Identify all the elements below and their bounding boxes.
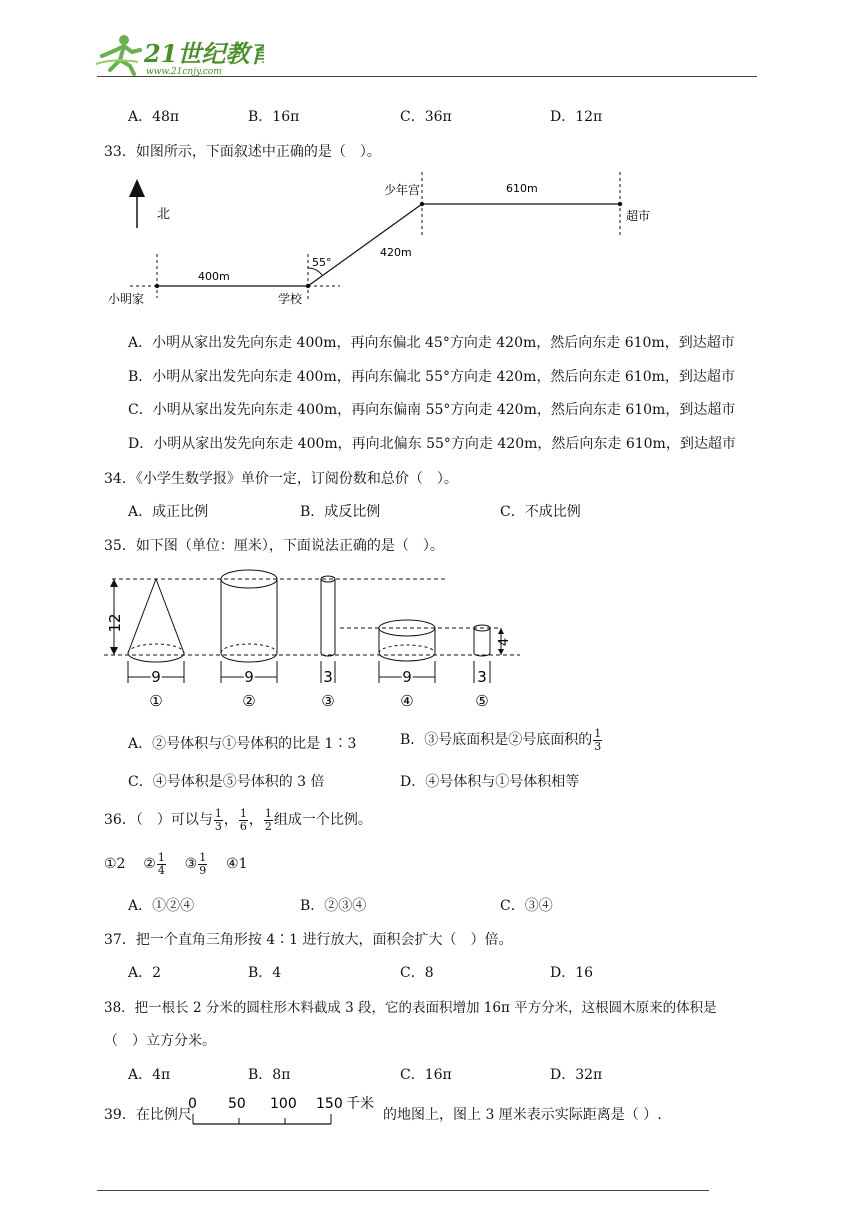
cone-shape: [128, 579, 184, 662]
q39-stem-pre: 39．在比例尺: [104, 1107, 192, 1123]
q32-option-d: D．12π: [550, 109, 603, 125]
runner-icon: [96, 35, 140, 74]
scale-label-50: 50: [228, 1096, 246, 1112]
scale-bar: [186, 1094, 382, 1130]
q34-option-c: C．不成比例: [500, 504, 581, 520]
market-label: 超市: [626, 209, 651, 223]
cylinder-3-diameter-label: 3: [323, 668, 333, 686]
q35-stem: 35．如下图（单位：厘米），下面说法正确的是（ ）。: [104, 538, 444, 554]
q35-option-a: A．②号体积与①号体积的比是 1∶3: [128, 736, 357, 752]
q37-stem: 37．把一个直角三角形按 4∶1 进行放大，面积会扩大（ ）倍。: [104, 932, 513, 948]
q32-option-b: B．16π: [248, 109, 300, 125]
cylinder-large-shape: [221, 570, 277, 662]
q38-stem-line2: （ ）立方分米。: [104, 1033, 216, 1049]
north-arrow-icon: [129, 179, 145, 228]
q37-option-b: B．4: [248, 965, 282, 981]
q37-option-d: D．16: [550, 965, 594, 981]
logo-text: 21世纪教育: [144, 39, 264, 68]
q34-option-b: B．成反比例: [300, 504, 381, 520]
q33-option-b: B．小明从家出发先向东走 400m，再向东偏北 55°方向走 420m，然后向东走 610m，到达超市: [128, 369, 735, 385]
footer-rule: [97, 1190, 709, 1191]
q32-option-a: A．48π: [128, 109, 180, 125]
q36-option-a: A．①②④: [128, 898, 195, 914]
q32-option-c: C．36π: [400, 109, 452, 125]
q39-stem-post: 的地图上，图上 3 厘米表示实际距离是（ ）.: [383, 1107, 662, 1123]
height-12-label: 12: [106, 613, 124, 633]
q35-option-d: D．④号体积与①号体积相等: [400, 774, 580, 790]
q35-option-b-text: B．③号底面积是②号底面积的: [400, 732, 593, 748]
home-label: 小明家: [108, 292, 145, 306]
header-rule: [97, 76, 757, 77]
solid-4-label: ④: [400, 692, 414, 710]
q37-option-c: C．8: [400, 965, 434, 981]
q37-option-a: A．2: [128, 965, 162, 981]
scale-label-100: 100: [270, 1096, 297, 1112]
scale-unit: 千米: [346, 1096, 374, 1112]
cylinder-5-diameter-label: 3: [477, 668, 487, 686]
q33-option-a: A．小明从家出发先向东走 400m，再向东偏北 45°方向走 420m，然后向东走 610m，到达超市: [128, 335, 735, 351]
q38-option-c: C．16π: [400, 1067, 452, 1083]
cylinder-small-shape: [474, 625, 490, 656]
q38-option-a: A．4π: [128, 1067, 171, 1083]
cylinder-2-diameter-label: 9: [244, 668, 254, 686]
distance-400-label: 400m: [198, 270, 230, 283]
cone-diameter-label: 9: [151, 668, 161, 686]
q33-direction-figure: [100, 170, 680, 315]
palace-label: 少年宫: [384, 183, 421, 197]
q34-option-a: A．成正比例: [128, 504, 209, 520]
q36-choices: ①2 ② $\frac{1}{4}$ ③ $\frac{1}{9}$ ④1: [104, 850, 248, 877]
site-logo: [94, 28, 264, 78]
q33-stem: 33．如图所示，下面叙述中正确的是（ ）。: [104, 144, 381, 160]
distance-420-label: 420m: [380, 246, 412, 259]
q38-option-b: B．8π: [248, 1067, 291, 1083]
q34-stem: 34．《小学生数学报》单价一定，订阅份数和总价（ ）。: [104, 471, 458, 487]
scale-label-150: 150: [316, 1096, 343, 1112]
solid-3-label: ③: [321, 692, 335, 710]
q35-option-b: [400, 722, 603, 758]
q38-stem-line1: 38．把一根长 2 分米的圆柱形木料截成 3 段，它的表面积增加 16π 平方分米，这根圆木原来的体积是: [104, 1000, 717, 1016]
q33-option-c: C．小明从家出发先向东走 400m，再向东偏南 55°方向走 420m，然后向东走 610m，到达超市: [128, 402, 736, 418]
angle-label: 55°: [312, 256, 332, 269]
school-label: 学校: [278, 292, 303, 306]
q36-option-b: B．②③④: [300, 898, 367, 914]
cylinder-thin-shape: [321, 576, 335, 656]
scale-label-0: 0: [188, 1096, 197, 1112]
fraction-one-third: $\frac{1}{3}$: [594, 726, 602, 753]
cylinder-4-diameter-label: 9: [402, 668, 412, 686]
q38-option-d: D．32π: [550, 1067, 603, 1083]
q36-option-c: C．③④: [500, 898, 553, 914]
q35-solids-figure: [100, 565, 530, 715]
solid-2-label: ②: [242, 692, 256, 710]
north-label: 北: [157, 207, 171, 222]
q33-option-d: D．小明从家出发先向东走 400m，再向北偏东 55°方向走 420m，然后向东走 610m，到达超市: [128, 436, 736, 452]
height-4-label: 4: [497, 637, 512, 647]
logo-url: www.21cnjy.com: [146, 67, 222, 77]
solid-1-label: ①: [149, 692, 163, 710]
distance-610-label: 610m: [506, 182, 538, 195]
q36-stem: 36．（ ）可以与 $\frac{1}{3}$ ， $\frac{1}{6}$ ， $\frac{1}{2}$ 组成一个比例。: [104, 806, 372, 833]
solid-5-label: ⑤: [475, 692, 489, 710]
q35-option-c: C．④号体积是⑤号体积的 3 倍: [128, 774, 325, 790]
